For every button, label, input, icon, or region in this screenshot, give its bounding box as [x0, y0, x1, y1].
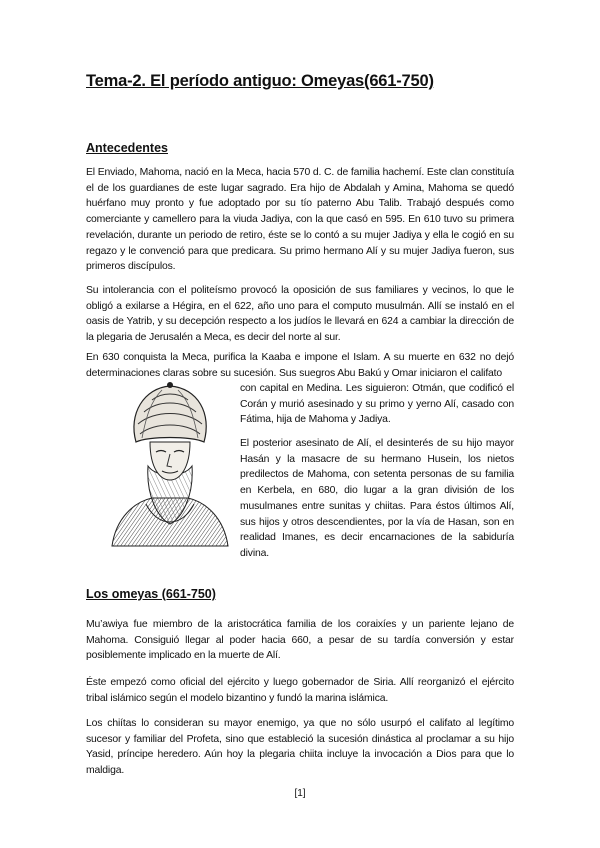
section-heading-omeyas: Los omeyas (661-750): [86, 587, 216, 601]
paragraph: con capital en Medina. Les siguieron: Otmán, que codificó el Corán y murió asesinado y su primo y yerno Alí, casado con Fátima, hija de Mahoma y Jadiya.: [240, 383, 514, 426]
paragraph: En 630 conquista la Meca, purifica la Kaaba e impone el Islam. A su muerte en 632 no dejó determinaciones claras sobre su sucesión. Sus suegros Abu Bakú y Omar iniciaron el califato: [86, 352, 514, 379]
section-heading-antecedentes: Antecedentes: [86, 141, 168, 155]
portrait-engraving-icon: [106, 378, 234, 548]
paragraph: El posterior asesinato de Alí, el desinterés de su hijo mayor Hasán y la masacre de su hermano Husein, los nietos predilectos de Mahoma, con setenta personas de su familia en Kerbela, en 680, dio lugar a la gran división de los musulmanes entre sunitas y chiitas. Para éstos últimos Alí, sus hijos y otros descendientes, por la vía de Hasan, son en realidad Imanes, es decir encarnaciones de la sabiduría divina.: [240, 438, 514, 559]
paragraph: Mu’awiya fue miembro de la aristocrática familia de los coraixíes y un pariente lejano de Mahoma. Consiguió llegar al poder hacia 660, a pesar de su tardía conversión y estar posiblemente implicado en la muerte de Alí.: [86, 619, 514, 662]
paragraph: Éste empezó como oficial del ejército y luego gobernador de Siria. Allí reorganizó el ejército tribal islámico según el modelo bizantino y fundó la marina islámica.: [86, 677, 514, 704]
paragraph: El Enviado, Mahoma, nació en la Meca, hacia 570 d. C. de familia hachemí. Este clan constituía el de los guardianes de este lugar sagrado. Era hijo de Abdalah y Amina, Mahoma se quedó huérfano muy pronto y fue adoptado por su tío paterno Abu Talib. Trabajó después como comerciante y camellero para la viuda Jadiya, con la que casó en 595. En 610 tuvo su primera revelación, durante un periodo de retiro, éste se lo contó a su mujer Jadiya y ella le cogió en su regazo y le convenció para que predicara. Su primo hermano Alí y su mujer Jadiya fueron, sus primeros discípulos.: [86, 167, 514, 273]
paragraph: Los chiítas lo consideran su mayor enemigo, ya que no sólo usurpó el califato al legítimo sucesor y familiar del Profeta, sino que estableció la sucesión dinástica al proclamar a su hijo Yasid, príncipe heredero. Aún hoy la plegaria chiita incluye la invocación a Dios para que lo maldiga.: [86, 718, 514, 777]
paragraph: Su intolerancia con el politeísmo provocó la oposición de sus familiares y vecinos, lo que le obligó a exilarse a Hégira, en el 622, año uno para el computo musulmán. Allí se instaló en el oasis de Yatrib, y su decepción respecto a los judíos le llevará en 624 a cambiar la dirección de la plegaria de Jerusalén a Meca, es decir del norte al sur.: [86, 285, 514, 344]
page-title: Tema-2. El período antiguo: Omeyas(661-750): [86, 72, 434, 90]
page-number: [1]: [294, 788, 306, 799]
